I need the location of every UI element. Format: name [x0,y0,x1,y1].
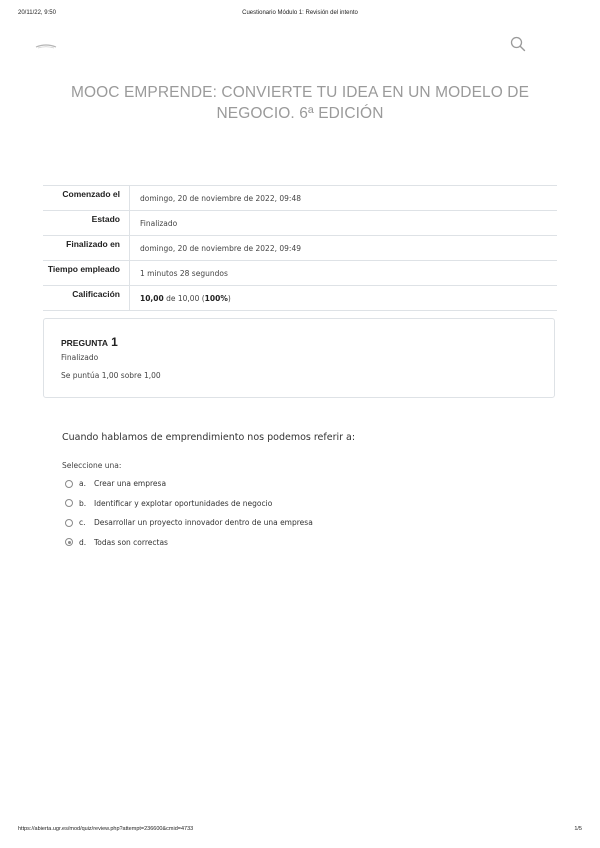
question-word: PREGUNTA [61,338,109,348]
summary-row-time-taken [43,260,557,285]
print-footer [18,826,582,836]
radio-button-selected[interactable] [65,538,73,546]
print-page-number: 1/5 [574,826,582,832]
option-letter: a. [79,479,86,489]
summary-label: Finalizado en [66,239,120,249]
summary-value: 1 minutos 28 segundos [129,261,557,285]
option-letter: b. [79,498,87,508]
summary-label: Estado [91,214,120,224]
answer-prompt: Seleccione una: [62,461,122,470]
summary-label: Calificación [72,289,120,299]
grade-end: ) [227,294,231,303]
logo-icon[interactable] [35,42,57,50]
option-text: Desarrollar un proyecto innovador dentro de una empresa [94,518,313,528]
answer-option-b[interactable] [65,494,313,514]
option-text: Todas son correctas [94,537,168,547]
option-letter: c. [79,518,86,528]
radio-button[interactable] [65,519,73,527]
summary-value: Finalizado [129,211,557,235]
grade-value [129,286,557,310]
radio-button[interactable] [65,499,73,507]
summary-row-grade [43,285,557,311]
print-datetime: 20/11/22, 9:50 [18,10,56,16]
option-letter: d. [79,537,87,547]
print-url: https://abierta.ugr.es/mod/quiz/review.php?attempt=236600&cmid=4733 [18,826,194,832]
summary-row-state [43,210,557,235]
question-grade: Se puntúa 1,00 sobre 1,00 [61,371,161,380]
answer-option-d[interactable] [65,533,313,553]
summary-row-finished [43,235,557,260]
summary-label: Comenzado el [62,189,120,199]
answer-option-a[interactable] [65,474,313,494]
grade-score: 10,00 [140,294,164,303]
radio-button[interactable] [65,480,73,488]
question-state: Finalizado [61,353,99,362]
question-info-card [43,318,555,398]
question-number: 1 [111,335,118,349]
summary-value: domingo, 20 de noviembre de 2022, 09:49 [129,236,557,260]
print-header [18,10,582,22]
summary-label: Tiempo empleado [47,264,120,274]
question-text: Cuando hablamos de emprendimiento nos podemos referir a: [62,432,356,443]
option-text: Crear una empresa [94,479,167,489]
option-text: Identificar y explotar oportunidades de negocio [94,498,273,508]
question-heading [61,333,118,351]
attempt-summary-table [43,185,557,311]
summary-value: domingo, 20 de noviembre de 2022, 09:48 [129,186,557,210]
answer-option-c[interactable] [65,513,313,533]
grade-percent: 100% [204,294,228,303]
summary-row-started [43,185,557,210]
grade-mid: de 10,00 ( [163,294,205,303]
search-icon[interactable] [510,36,526,52]
course-title: MOOC EMPRENDE: CONVIERTE TU IDEA EN UN MODELO DE NEGOCIO. 6ª EDICIÓN [70,84,530,122]
print-page-title: Cuestionario Módulo 1: Revisión del intento [242,10,358,16]
answer-options [65,474,313,552]
